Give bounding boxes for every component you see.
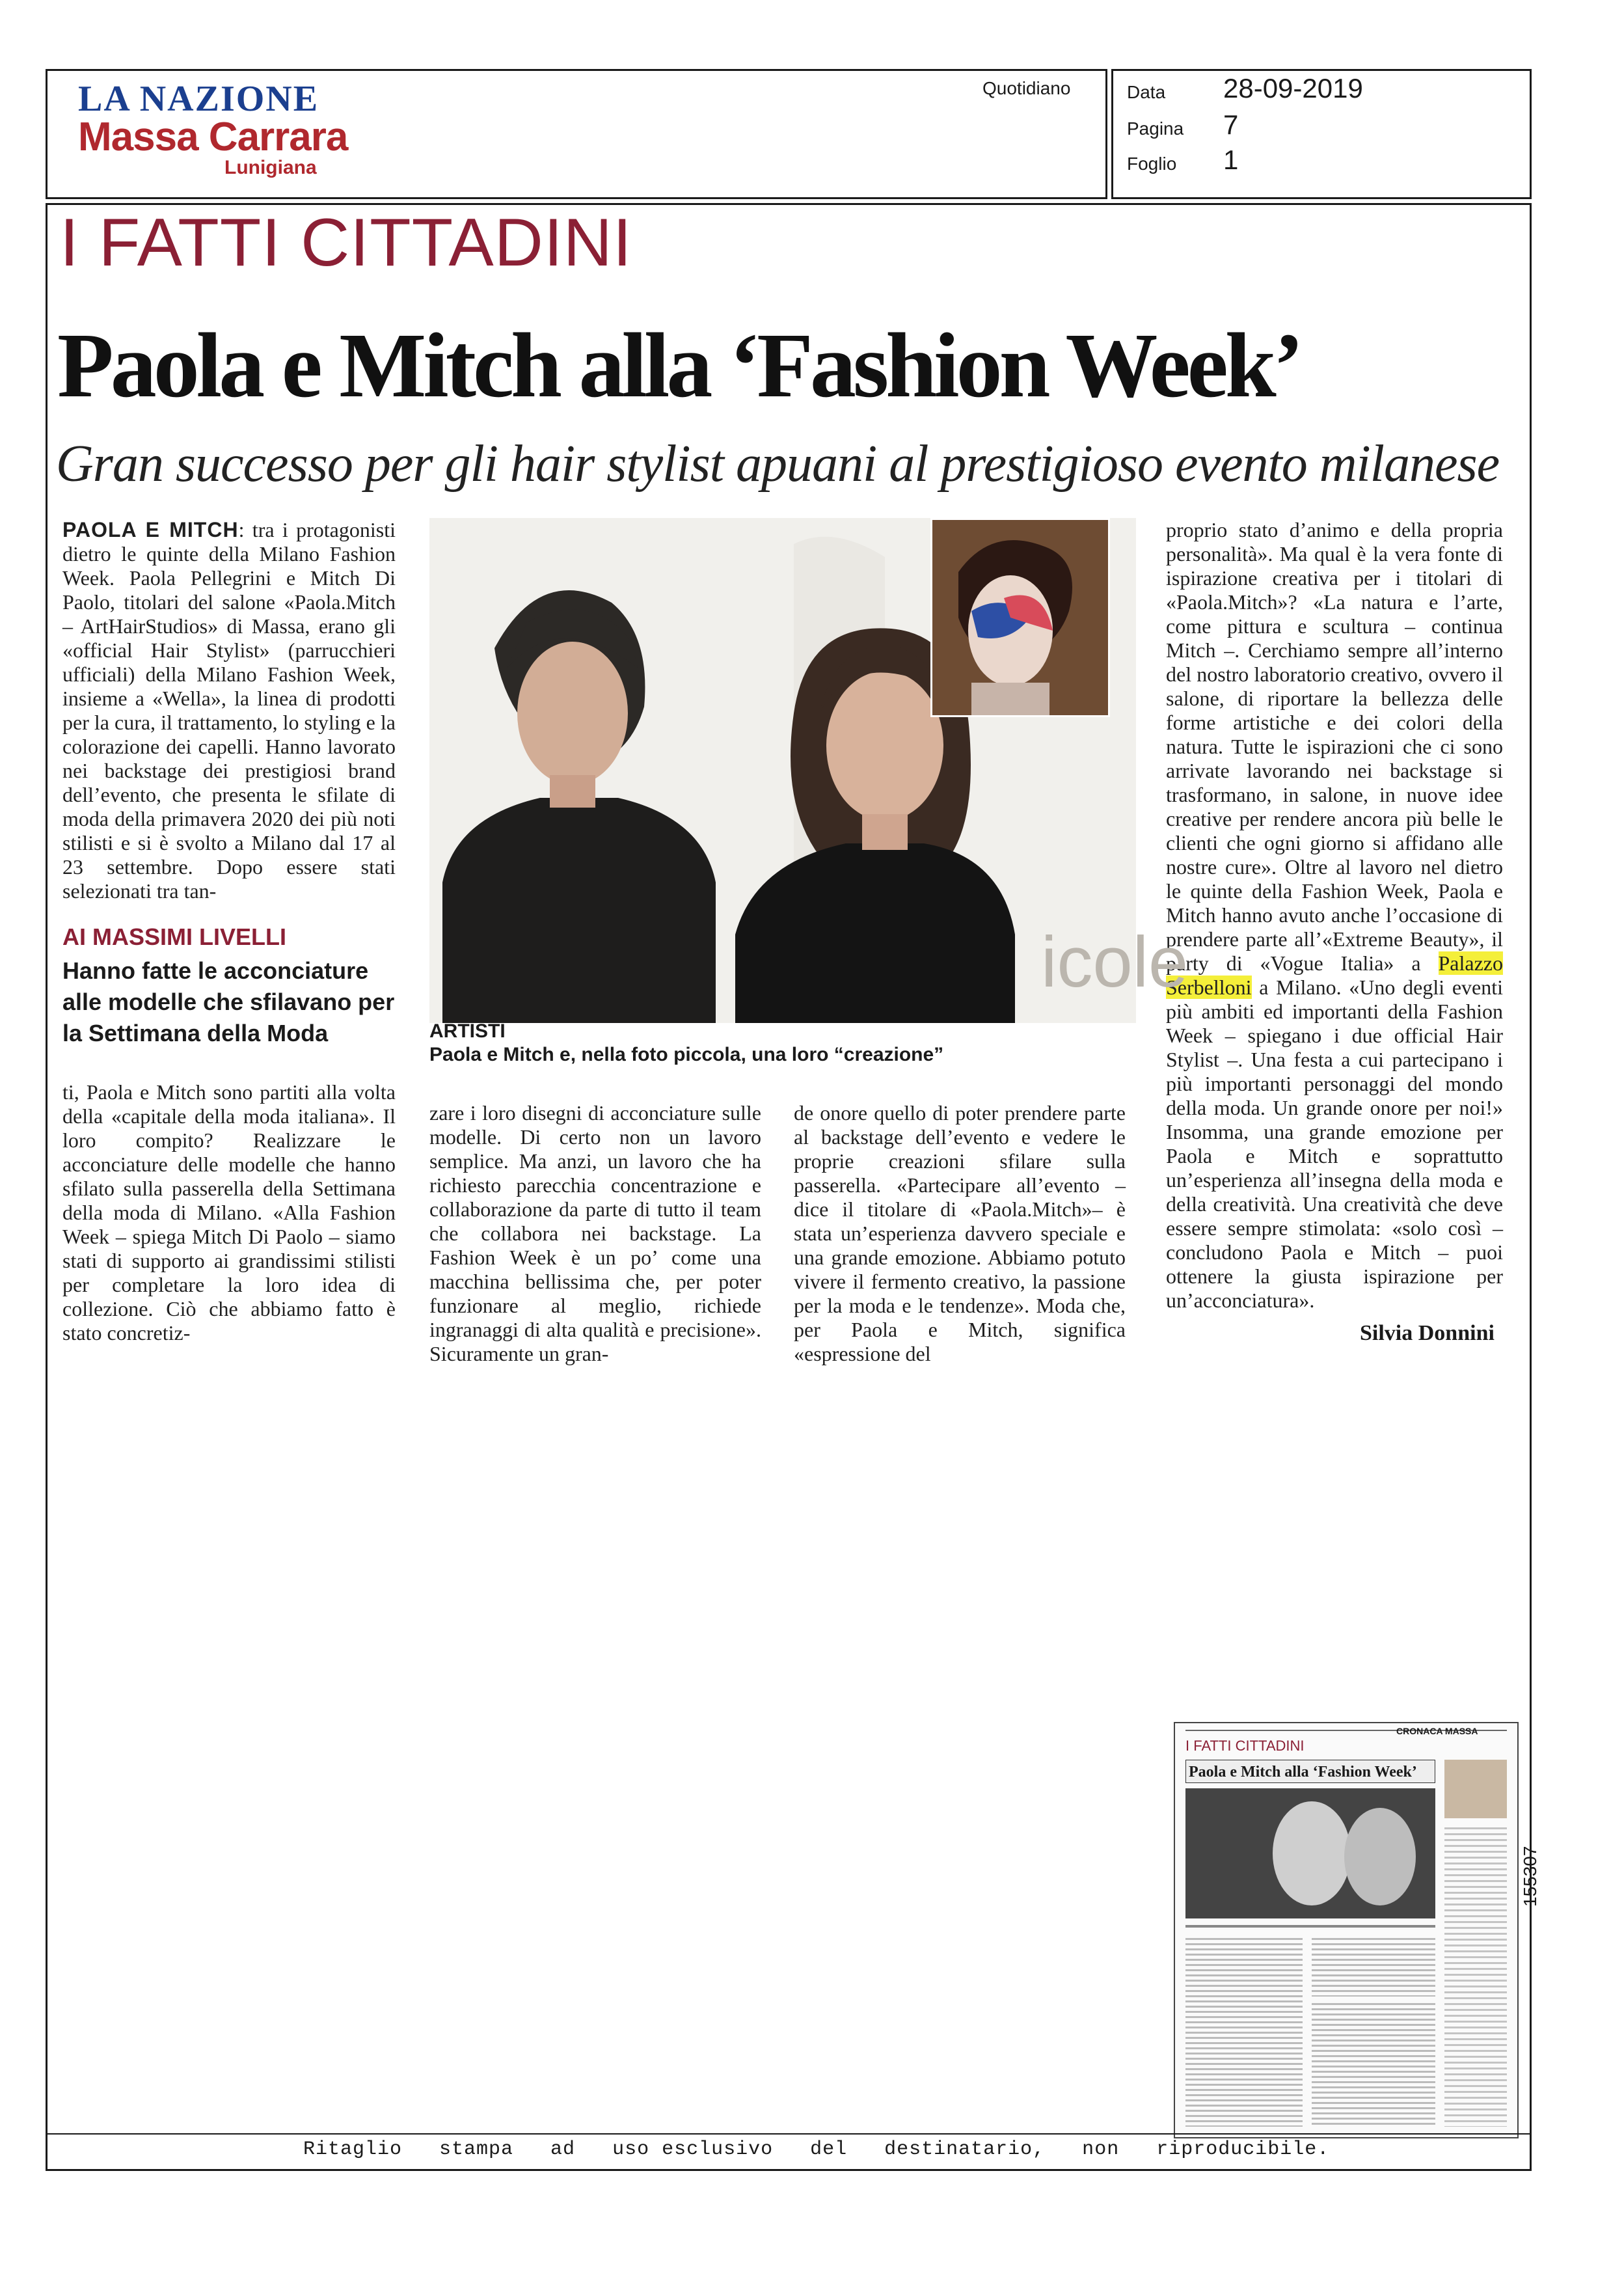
sheet-value: 1 bbox=[1223, 144, 1239, 175]
column-4 bbox=[1166, 518, 1503, 1313]
photo-caption: Paola e Mitch e, nella foto piccola, una loro “creazione” bbox=[429, 1044, 944, 1065]
photo-sign-text: icole bbox=[1041, 922, 1189, 1002]
main-photo bbox=[429, 518, 1189, 1023]
thumbnail-headline: Paola e Mitch alla ‘Fashion Week’ bbox=[1185, 1760, 1435, 1783]
column-1-top-text: : tra i protagonisti dietro le quinte della Milano Fashion Week. Paola Pellegrini e Mitch Di Paolo, titolari del salone «Paola.Mitch – ArtHairStudios» di Massa, erano gli «official Hair Stylist» (parrucchieri ufficiali) della Milano Fashion Week, insieme a «Wella», la linea di prodotti per la cura, il trattamento, lo styling e la colorazione dei capelli. Hanno lavorato nei backstage dei prestigiosi brand dell’evento, che presenta le sfilate di moda della primavera 2020 dei più noti stilisti e si è svolto a Milano dal 17 al 23 settembre. Dopo essere stati selezionati tra tan- bbox=[62, 518, 396, 903]
page-thumbnail bbox=[1174, 1722, 1519, 2138]
column-4-text-a: proprio stato d’animo e della propria personalità». Ma qual è la vera fonte di ispirazione creativa per i titolari di «Paola.Mitch»? «La natura e l’arte, come pittura e scultura – continua Mitch –. Cerchiamo sempre all’interno del nostro laboratorio creativo, ovvero il salone, di riportare la bellezza delle forme artistiche e dei colori della natura. Tutte le ispirazioni che ci sono arrivate lavorando nei backstage si trasformano, in salone, in nuove idee creative per rendere ancora più belle le clienti che ogni giorno si affidano alle nostre cure». Oltre al lavoro nel dietro le quinte della Fashion Week, Paola e Mitch hanno avuto anche l’occasione di prendere parte all’«Extreme Beauty», il party di «Vogue Italia» a bbox=[1166, 518, 1503, 975]
publication-type: Quotidiano bbox=[982, 78, 1071, 98]
thumbnail-section: I FATTI CITTADINI bbox=[1185, 1738, 1305, 1754]
column-1-bottom: ti, Paola e Mitch sono partiti alla volta della «capitale della moda italiana». Il loro compito? Realizzare le acconciature delle modelle che hanno sfilato sulla passerella della Settimana della moda di Milano. «Alla Fashion Week – spiega Mitch Di Paolo – siamo stati di supporto ai grandissimi stilisti per completare la loro idea di collezione. Ciò che abbiamo fatto è stato concretiz- bbox=[62, 1080, 396, 1344]
photo-caption-title: ARTISTI bbox=[429, 1020, 506, 1042]
masthead-title: LA NAZIONE bbox=[78, 79, 319, 119]
date-label: Data bbox=[1127, 82, 1166, 102]
sheet-label: Foglio bbox=[1127, 154, 1177, 174]
lead-label: PAOLA E MITCH bbox=[62, 518, 239, 541]
kicker: AI MASSIMI LIVELLI bbox=[62, 923, 287, 950]
column-2: zare i loro disegni di acconciature sulle modelle. Di certo non un lavoro semplice. Ma anzi, un lavoro che ha richiesto parecchia concentrazione e collaborazione da parte di tutto il team che collabora nei backstage. La Fashion Week è un po’ come una macchina bellissima che, per poter funzionare al meglio, richiede ingranaggi di alta qualità e precisione». Sicuramente un gran- bbox=[429, 1101, 761, 1365]
subheadline: Gran successo per gli hair stylist apuani al prestigioso evento milanese bbox=[56, 435, 1500, 493]
page-label: Pagina bbox=[1127, 118, 1184, 139]
byline: Silvia Donnini bbox=[1360, 1321, 1495, 1345]
column-3: de onore quello di poter prendere parte al backstage dell’evento e vedere le proprie creazioni sfilare sulla passerella. «Partecipare all’evento – dice il titolare di «Paola.Mitch»– è stata un’esperienza davvero speciale e una grande emozione. Abbiamo potuto vivere il fermento creativo, la passione per la moda e le tendenze». Moda che, per Paola e Mitch, significa «espressione del bbox=[794, 1101, 1126, 1365]
headline: Paola e Mitch alla ‘Fashion Week’ bbox=[57, 314, 1301, 416]
inset-illustration bbox=[932, 520, 1108, 715]
masthead-edition: Massa Carrara bbox=[78, 115, 348, 159]
highlighted-place: Palazzo Serbelloni bbox=[1166, 951, 1503, 999]
document-code: 155307 bbox=[1520, 1846, 1540, 1907]
column-4-text-b: a Milano. «Uno degli eventi più ambiti ed importanti della Fashion Week – spiegano i due official Hair Stylist –. Una festa a cui partecipano i più importanti personaggi del mondo della moda. Un grande onore per noi!» Insomma, una grande emozione per Paola e Mitch e soprattutto un’esperienza all’insegna della moda e della creatività. Una creatività che deve essere sempre stimolata: «solo così – concludono Paola e Mitch – puoi ottenere la giusta ispirazione per un’acconciatura». bbox=[1166, 976, 1503, 1312]
thumbnail-page-heading: CRONACA MASSA bbox=[1396, 1726, 1478, 1736]
section-title: I FATTI CITTADINI bbox=[60, 205, 632, 280]
footer-divider bbox=[46, 2133, 1532, 2135]
page-value: 7 bbox=[1223, 109, 1239, 140]
masthead-subedition: Lunigiana bbox=[224, 157, 317, 178]
inset-photo bbox=[930, 518, 1110, 717]
date-value: 28-09-2019 bbox=[1223, 73, 1363, 103]
pull-quote: Hanno fatte le acconciature alle modelle che sfilavano per la Settimana della Moda bbox=[62, 957, 395, 1046]
footer-notice: Ritaglio stampa ad uso esclusivo del destinatario, non riproducibile. bbox=[303, 2138, 1330, 2161]
column-1-top bbox=[62, 518, 396, 903]
